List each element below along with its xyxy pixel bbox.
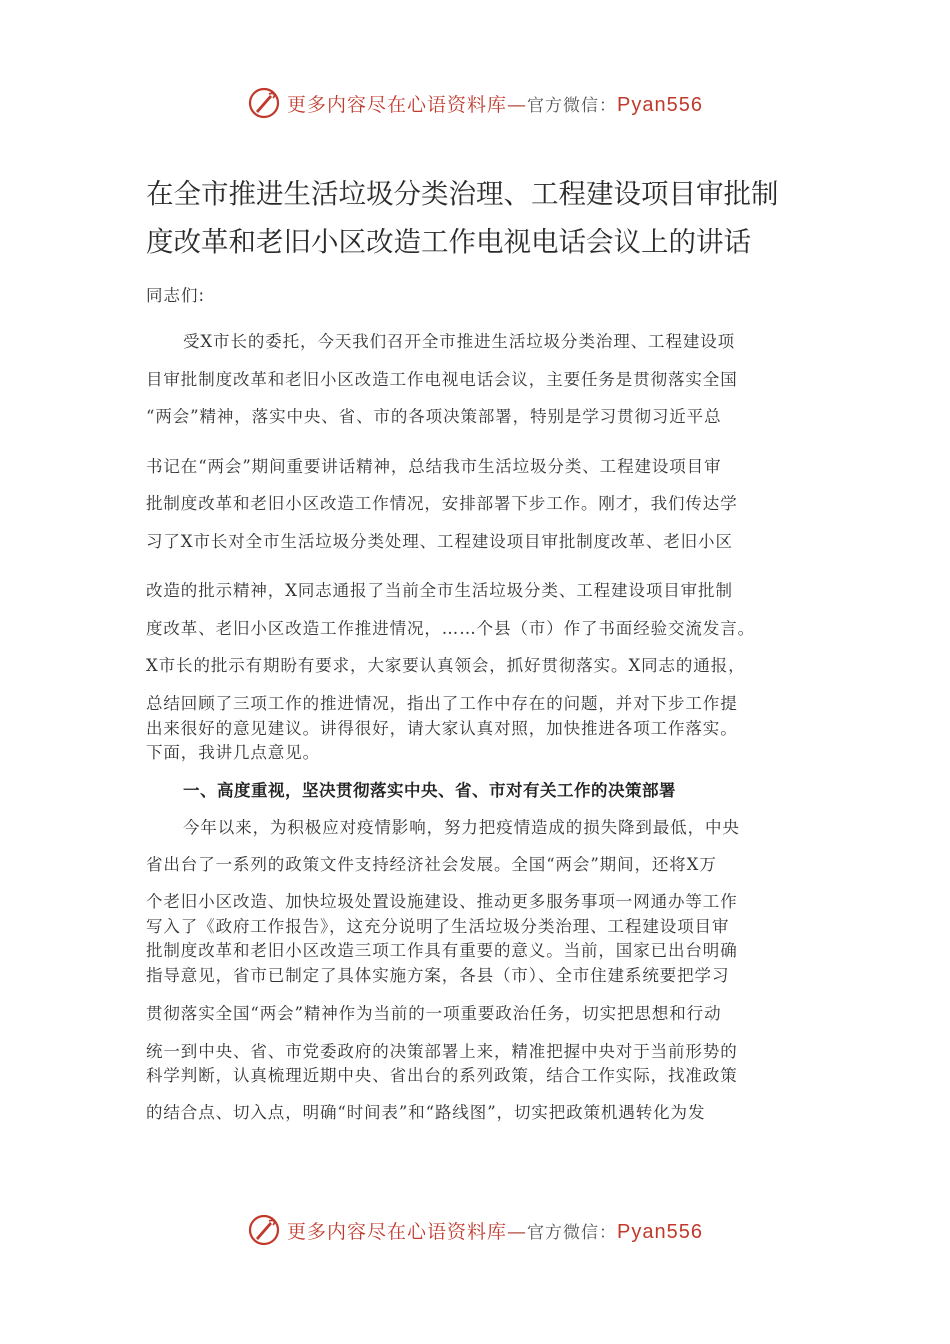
paragraph-line: 改造的批示精神，X同志通报了当前全市生活垃圾分类、工程建设项目审批制 xyxy=(146,581,733,600)
paragraph-line: 统一到中央、省、市党委政府的决策部署上来，精准把握中央对于当前形势的 xyxy=(146,1042,738,1061)
paragraph-line: 科学判断，认真梳理近期中央、省出台的系列政策，结合工作实际，找准政策 xyxy=(146,1066,738,1085)
title-line-2: 度改革和老旧小区改造工作电视电话会议上的讲话 xyxy=(146,226,751,258)
paragraph-line: 的结合点、切入点，明确“时间表”和“路线图”，切实把政策机遇转化为发 xyxy=(146,1103,706,1122)
paragraph-line: 受X市长的委托，今天我们召开全市推进生活垃圾分类治理、工程建设项 xyxy=(183,332,736,351)
paragraph-line: 贯彻落实全国“两会”精神作为当前的一项重要政治任务，切实把思想和行动 xyxy=(146,1004,722,1023)
document-title xyxy=(146,170,816,266)
banner-site-name: 更多内容尽在心语资料库 xyxy=(287,1220,508,1243)
paragraph-line: 批制度改革和老旧小区改造三项工作具有重要的意义。当前，国家已出台明确 xyxy=(146,941,738,960)
banner-site-name: 更多内容尽在心语资料库 xyxy=(287,93,508,116)
title-line-1: 在全市推进生活垃圾分类治理、工程建设项目审批制 xyxy=(146,178,779,210)
paragraph-line: 总结回顾了三项工作的推进情况，指出了工作中存在的问题，并对下步工作提 xyxy=(146,694,738,713)
paragraph-line: 习了X市长对全市生活垃圾分类处理、工程建设项目审批制度改革、老旧小区 xyxy=(146,532,733,551)
footer-banner xyxy=(0,1210,950,1250)
paragraph-line: 指导意见，省市已制定了具体实施方案，各县（市）、全市住建系统要把学习 xyxy=(146,966,730,985)
banner-dash: — xyxy=(507,93,528,116)
paragraph-line: 个老旧小区改造、加快垃圾处置设施建设、推动更多服务事项一网通办等工作 xyxy=(146,892,738,911)
paragraph-line: 省出台了一系列的政策文件支持经济社会发展。全国“两会”期间，还将X万 xyxy=(146,855,717,874)
paragraph-line: 书记在“两会”期间重要讲话精神，总结我市生活垃圾分类、工程建设项目审 xyxy=(146,457,722,476)
paragraph-line: 批制度改革和老旧小区改造工作情况，安排部署下步工作。刚才，我们传达学 xyxy=(146,494,738,513)
banner-wechat-label: 官方微信： xyxy=(527,1222,618,1243)
paragraph-line: 写入了《政府工作报告》，这充分说明了生活垃圾分类治理、工程建设项目审 xyxy=(146,917,730,936)
header-banner xyxy=(0,83,950,123)
paragraph-line: 下面，我讲几点意见。 xyxy=(146,743,320,762)
quill-logo-icon xyxy=(247,86,281,120)
salutation: 同志们: xyxy=(146,286,206,305)
banner-wechat-id: Pyan556 xyxy=(617,1220,703,1243)
section-heading: 一、高度重视，坚决贯彻落实中央、省、市对有关工作的决策部署 xyxy=(183,781,676,800)
banner-wechat-label: 官方微信： xyxy=(527,95,618,116)
paragraph-line: “两会”精神，落实中央、省、市的各项决策部署，特别是学习贯彻习近平总 xyxy=(146,407,722,426)
banner-wechat-id: Pyan556 xyxy=(617,93,703,116)
paragraph-line: X市长的批示有期盼有要求，大家要认真领会，抓好贯彻落实。X同志的通报， xyxy=(146,656,746,675)
quill-logo-icon xyxy=(247,1213,281,1247)
paragraph-line: 度改革、老旧小区改造工作推进情况，……个县（市）作了书面经验交流发言。 xyxy=(146,619,755,638)
banner-dash: — xyxy=(507,1220,528,1243)
paragraph-line: 目审批制度改革和老旧小区改造工作电视电话会议，主要任务是贯彻落实全国 xyxy=(146,370,738,389)
paragraph-line: 出来很好的意见建议。讲得很好，请大家认真对照，加快推进各项工作落实。 xyxy=(146,719,738,738)
paragraph-line: 今年以来，为积极应对疫情影响，努力把疫情造成的损失降到最低，中央 xyxy=(183,818,740,837)
